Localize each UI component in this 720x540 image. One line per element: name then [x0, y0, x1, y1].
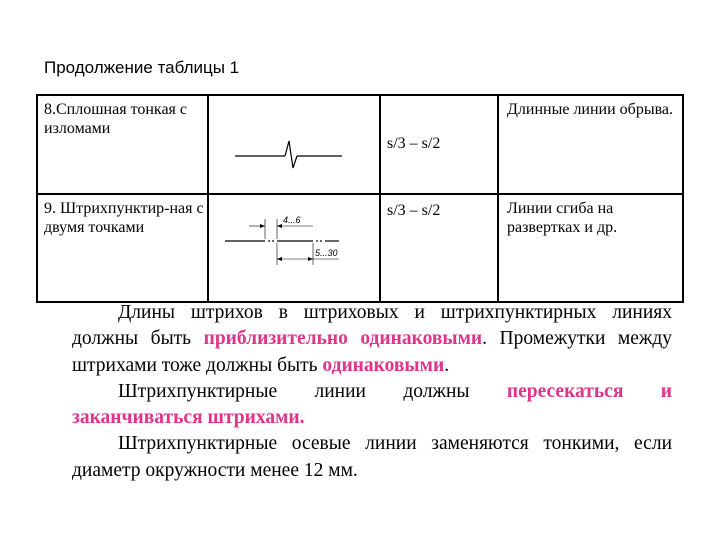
body-text: [72, 300, 672, 484]
line-picture-cell: [208, 194, 380, 302]
table-caption: Продолжение таблицы 1: [44, 58, 240, 77]
line-thickness-cell: [380, 95, 498, 194]
text-run: . Промежутки между штрихами тоже должны быть: [72, 328, 673, 376]
highlighted-text: приблизительно одинаковыми: [203, 328, 483, 350]
line-types-table: [36, 94, 684, 303]
line-picture-cell: [208, 95, 380, 194]
text-run: .: [444, 354, 450, 376]
line-name-cell: 8.Сплошная тонкая с изломами: [37, 95, 208, 194]
paragraph: [72, 300, 672, 379]
text-run: Длины штрихов в штриховых и штрихпунктирных линиях должны быть: [72, 302, 672, 350]
dash-dot-dot-line-icon: [209, 195, 379, 296]
paragraph: [72, 379, 672, 432]
highlighted-text: пересекаться и заканчиваться штрихами.: [72, 380, 672, 429]
line-thickness-cell: [380, 194, 498, 302]
thickness-value: s/3 – s/2: [387, 202, 441, 219]
text-run: Штрихпунктирные линии должны: [118, 380, 507, 402]
highlighted-text: одинаковыми: [322, 354, 445, 376]
line-name-cell: 9. Штрихпунктир-ная с двумя точками: [37, 194, 208, 302]
table-row: [37, 95, 683, 194]
thickness-value: s/3 – s/2: [387, 135, 441, 152]
line-use-cell: Длинные линии обрыва.: [498, 95, 683, 194]
line-use-cell: Линии сгиба на развертках и др.: [498, 194, 683, 302]
dimension-label: 4...6: [283, 215, 301, 225]
table-row: [37, 194, 683, 302]
paragraph: Штрихпунктирные осевые линии заменяются тонкими, если диаметр окружности менее 12 мм.: [72, 433, 672, 481]
dimension-label: 5...30: [315, 248, 338, 258]
zigzag-line-icon: [209, 96, 379, 188]
